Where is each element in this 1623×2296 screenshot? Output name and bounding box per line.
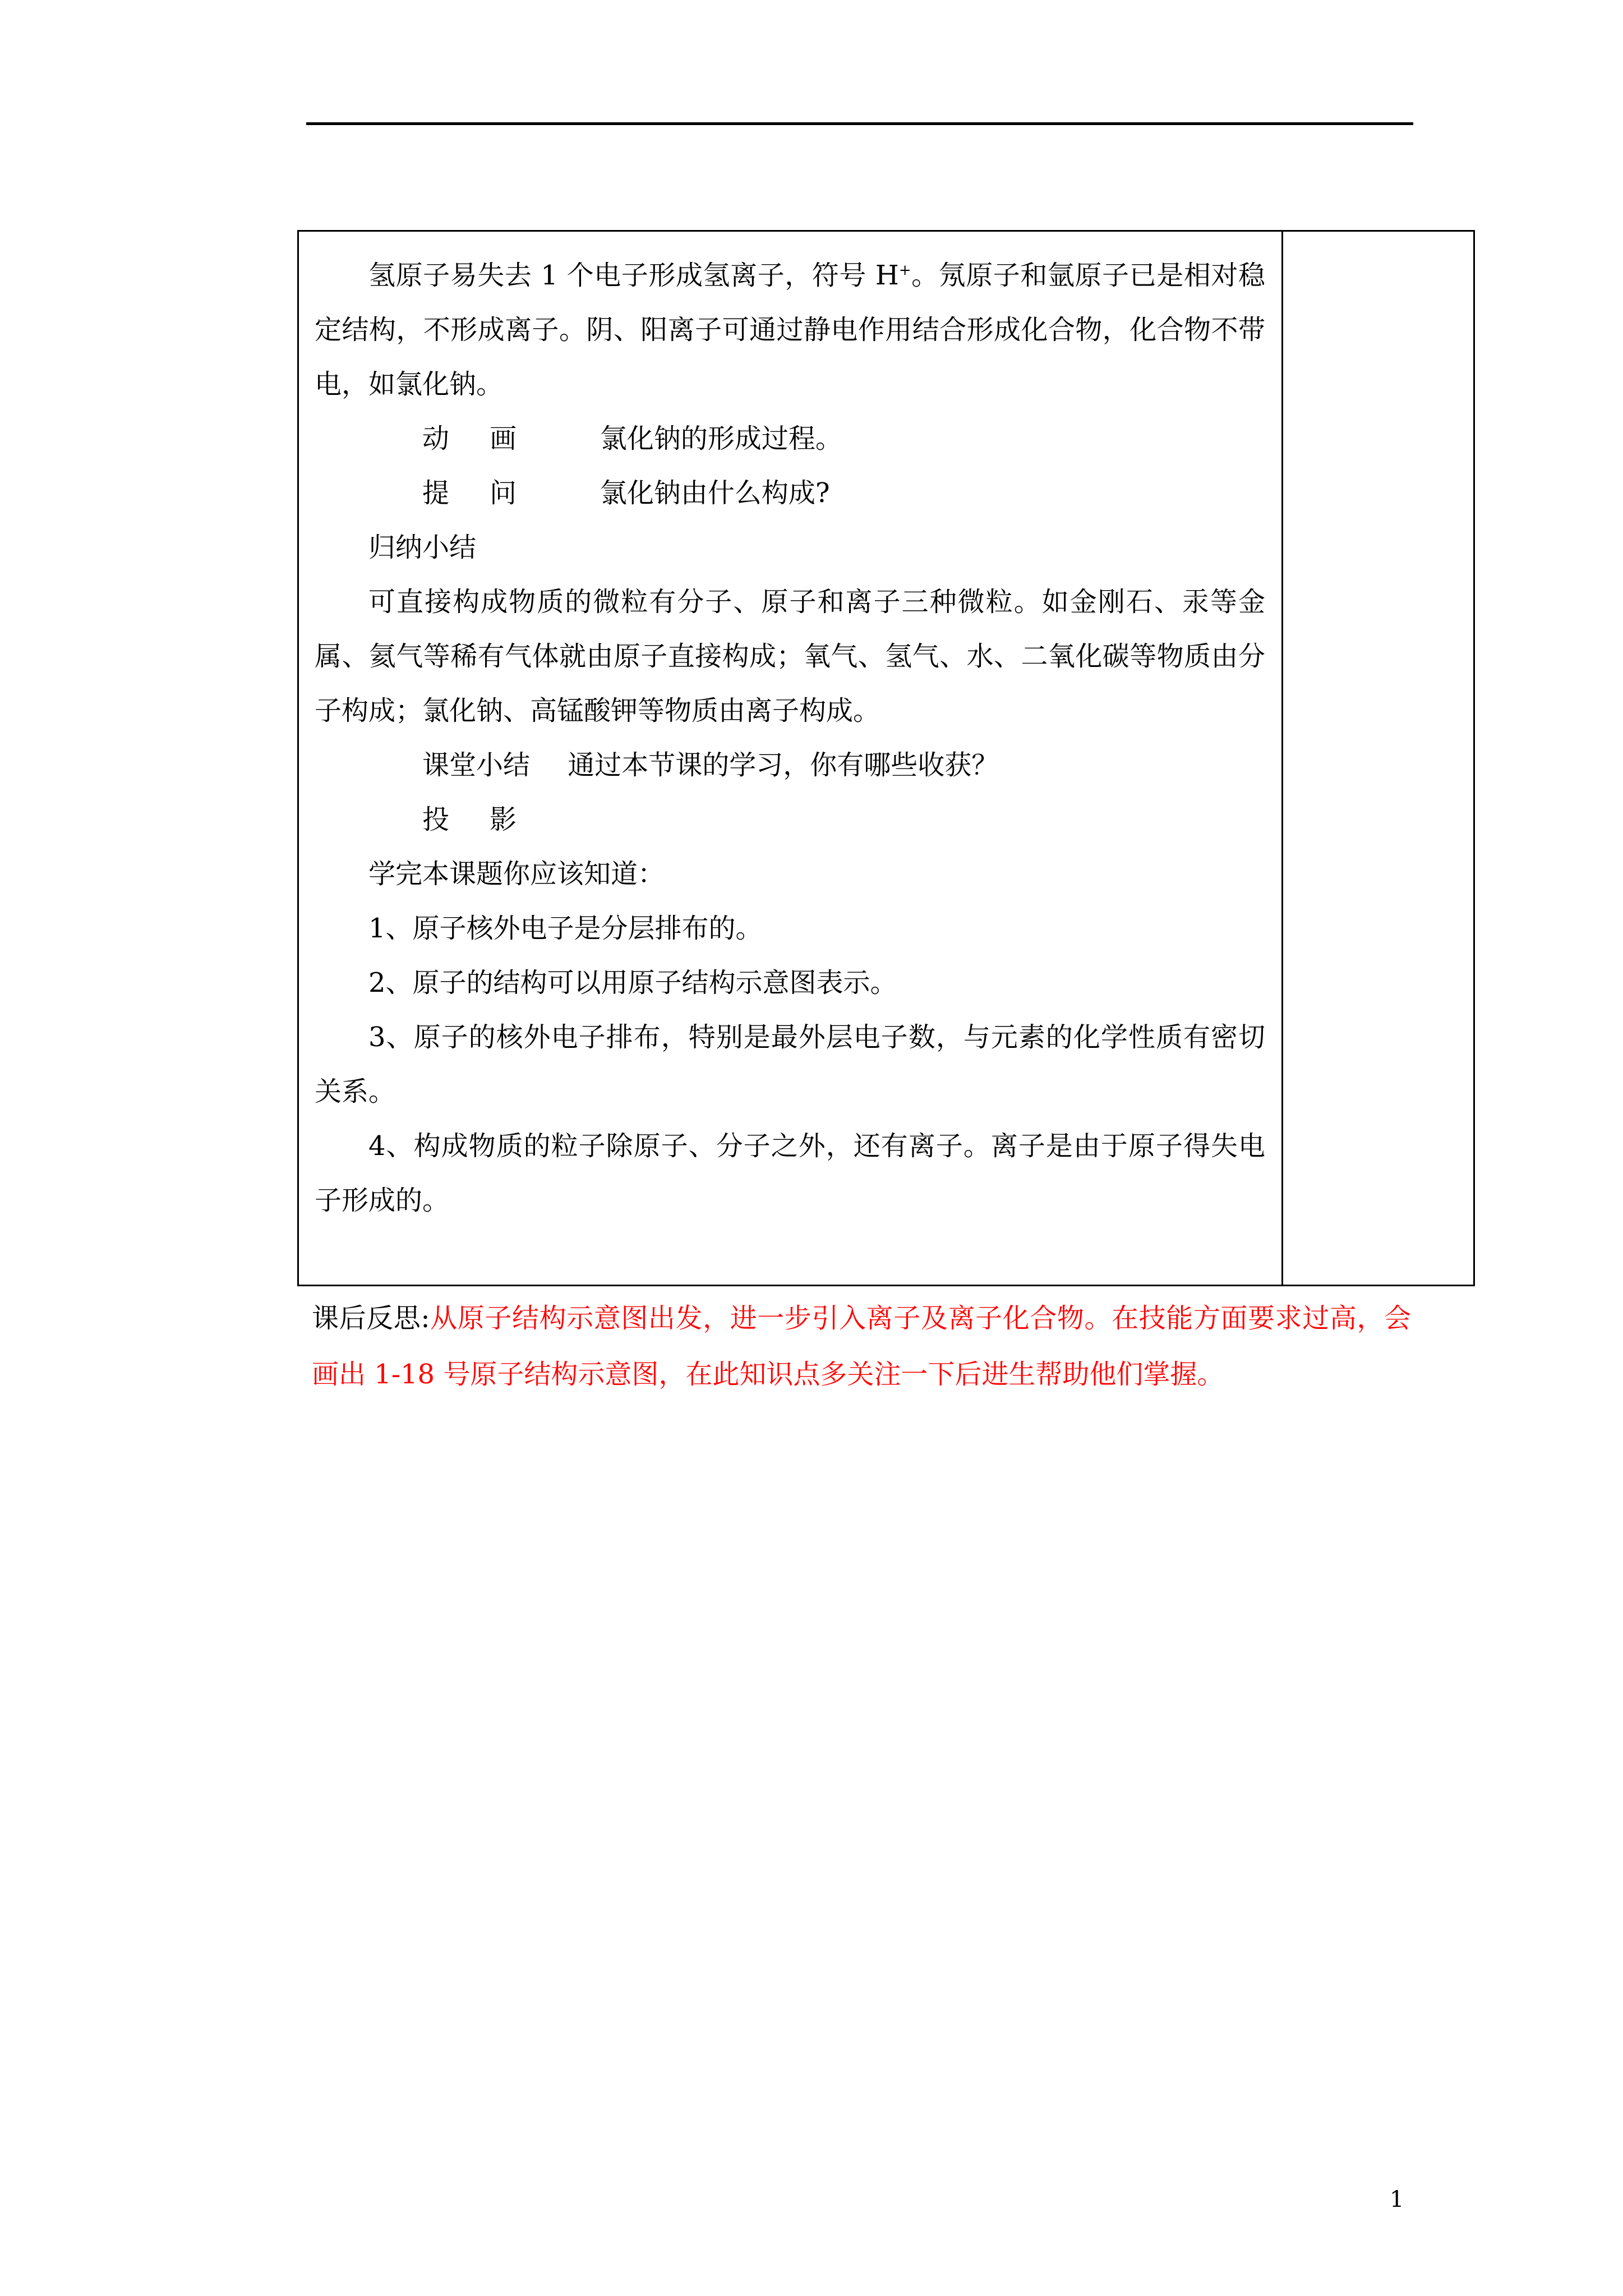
table-column-divider	[1281, 232, 1283, 1285]
question-line	[315, 466, 1265, 521]
reflection-label: 课后反思:	[312, 1303, 430, 1334]
animation-line	[315, 412, 1265, 466]
lesson-table	[297, 230, 1475, 1286]
question-text: 氯化钠由什么构成?	[600, 477, 830, 509]
point-item: 1、原子核外电子是分层排布的。	[368, 913, 763, 944]
page-number: 1	[1390, 2187, 1404, 2212]
ion-charge-superscript: +	[898, 262, 911, 279]
question-label: 提问	[422, 477, 557, 509]
projection-label: 投影	[422, 804, 557, 835]
point-item: 3、原子的核外电子排布，特别是最外层电子数，与元素的化学性质有密切关系。	[315, 1022, 1265, 1107]
animation-label: 动画	[422, 423, 557, 454]
header-rule	[306, 122, 1413, 125]
hydrogen-ion-paragraph	[315, 249, 1265, 412]
point-item: 2、原子的结构可以用原子结构示意图表示。	[368, 967, 897, 999]
reflection-text: 从原子结构示意图出发，进一步引入离子及离子化合物。在技能方面要求过高，会画出 1-18 号原子结构示意图，在此知识点多关注一下后进生帮助他们掌握。	[312, 1303, 1411, 1390]
hydrogen-ion-text: 氢原子易失去 1 个电子形成氢离子，符号 H	[368, 260, 899, 291]
projection-line	[315, 793, 1265, 847]
animation-text: 氯化钠的形成过程。	[600, 423, 842, 454]
post-class-reflection	[312, 1290, 1411, 1402]
lesson-content-cell	[315, 249, 1265, 1228]
class-summary-text: 通过本节课的学习，你有哪些收获？	[568, 749, 999, 781]
class-summary-line	[315, 738, 1265, 793]
ionic-compound-text: 。氖原子和氩原子已是相对稳定结构，不形成离子。阴、阳离子可通过静电作用结合形成化合物，化合物不带电，如氯化钠。	[315, 260, 1265, 400]
point-item: 4、构成物质的粒子除原子、分子之外，还有离子。离子是由于原子得失电子形成的。	[315, 1130, 1265, 1216]
class-summary-label: 课堂小结	[422, 749, 531, 781]
should-know-line: 学完本课题你应该知道：	[368, 858, 665, 890]
summary-paragraph: 可直接构成物质的微粒有分子、原子和离子三种微粒。如金刚石、汞等金属、氦气等稀有气体就由原子直接构成；氧气、氢气、水、二氧化碳等物质由分子构成；氯化钠、高锰酸钾等物质由离子构成。	[315, 586, 1265, 726]
summary-heading: 归纳小结	[368, 532, 477, 563]
